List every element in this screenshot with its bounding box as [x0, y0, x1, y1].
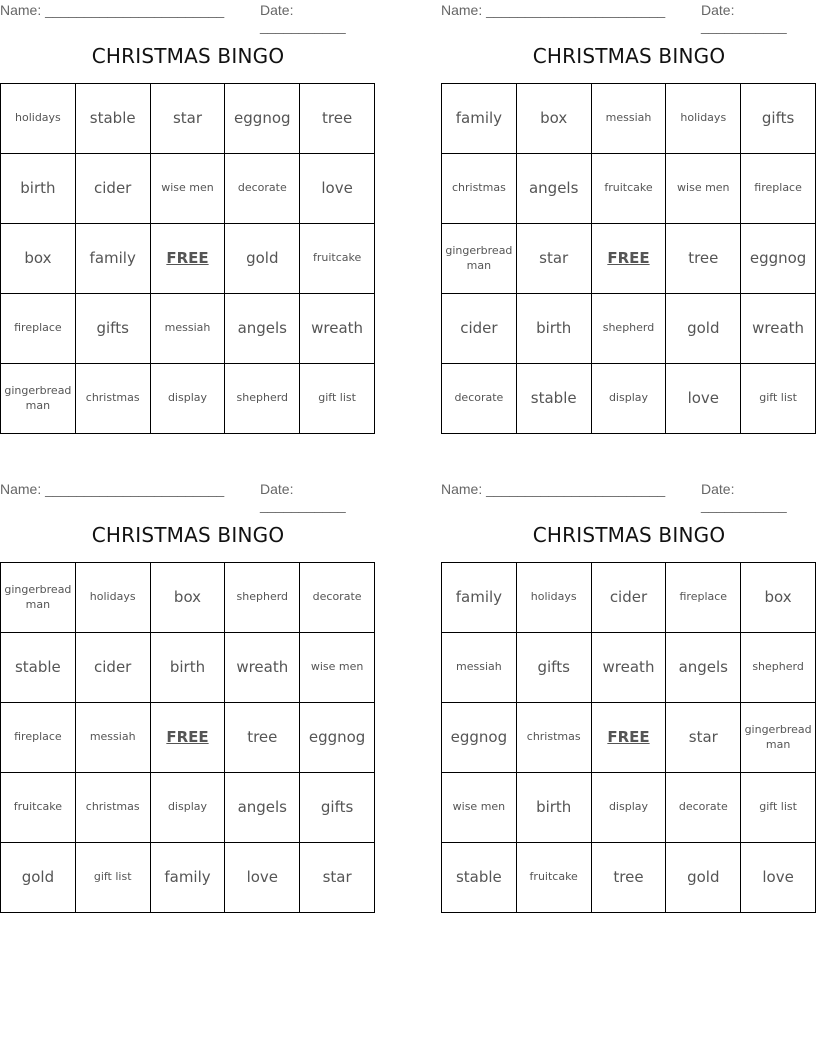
bingo-cell: wise men	[150, 154, 225, 224]
bingo-grid	[0, 83, 375, 434]
bingo-row	[442, 364, 816, 434]
bingo-row	[442, 773, 816, 843]
bingo-cell: wise men	[300, 633, 375, 703]
bingo-grid	[441, 562, 816, 913]
bingo-cell: family	[75, 224, 150, 294]
bingo-cell: box	[516, 84, 591, 154]
bingo-card-3	[0, 479, 376, 887]
name-field: Name: _______________________	[0, 481, 225, 497]
date-field: Date: ___________	[701, 2, 787, 34]
bingo-cell: eggnog	[741, 224, 816, 294]
card-header	[0, 479, 376, 513]
bingo-card-4	[441, 479, 816, 887]
bingo-cell: display	[150, 364, 225, 434]
bingo-cell: holidays	[75, 563, 150, 633]
bingo-cell: cider	[442, 294, 517, 364]
bingo-cell: box	[150, 563, 225, 633]
name-field: Name: _______________________	[441, 2, 666, 18]
bingo-row	[1, 563, 375, 633]
bingo-cell: christmas	[75, 364, 150, 434]
bingo-cell: eggnog	[225, 84, 300, 154]
date-field: Date: ___________	[701, 481, 787, 513]
bingo-cell: gold	[1, 843, 76, 913]
card-title: CHRISTMAS BINGO	[532, 44, 726, 68]
bingo-cell: gift list	[75, 843, 150, 913]
bingo-cell: decorate	[666, 773, 741, 843]
bingo-row	[1, 294, 375, 364]
bingo-cell: messiah	[591, 84, 666, 154]
bingo-cell: stable	[516, 364, 591, 434]
bingo-cell: gift list	[741, 364, 816, 434]
free-space-cell: FREE	[150, 224, 225, 294]
date-field: Date: ___________	[260, 2, 346, 34]
bingo-cell: birth	[516, 773, 591, 843]
bingo-cell: wise men	[666, 154, 741, 224]
bingo-row	[1, 703, 375, 773]
bingo-cell: messiah	[150, 294, 225, 364]
date-field: Date: ___________	[260, 481, 346, 513]
bingo-cell: star	[150, 84, 225, 154]
bingo-cell: fireplace	[1, 703, 76, 773]
bingo-cell: messiah	[442, 633, 517, 703]
bingo-cell: star	[300, 843, 375, 913]
bingo-cell: angels	[225, 294, 300, 364]
card-title: CHRISTMAS BINGO	[91, 523, 285, 547]
bingo-row	[442, 154, 816, 224]
bingo-row	[1, 224, 375, 294]
bingo-cell: stable	[442, 843, 517, 913]
bingo-cell: display	[591, 364, 666, 434]
bingo-cell: christmas	[516, 703, 591, 773]
bingo-cell: love	[225, 843, 300, 913]
bingo-cell: birth	[150, 633, 225, 703]
bingo-cell: christmas	[442, 154, 517, 224]
bingo-cell: wise men	[442, 773, 517, 843]
card-title: CHRISTMAS BINGO	[91, 44, 285, 68]
bingo-cell: decorate	[300, 563, 375, 633]
bingo-cell: family	[442, 84, 517, 154]
bingo-cell: tree	[666, 224, 741, 294]
bingo-cell: wreath	[591, 633, 666, 703]
bingo-cell: wreath	[225, 633, 300, 703]
bingo-cell: love	[666, 364, 741, 434]
bingo-cell: display	[150, 773, 225, 843]
bingo-cell: fruitcake	[516, 843, 591, 913]
bingo-row	[442, 294, 816, 364]
bingo-cell: cider	[591, 563, 666, 633]
bingo-cell: family	[442, 563, 517, 633]
bingo-row	[442, 633, 816, 703]
bingo-cell: angels	[225, 773, 300, 843]
bingo-cell: decorate	[442, 364, 517, 434]
bingo-cell: fireplace	[741, 154, 816, 224]
bingo-cell: birth	[1, 154, 76, 224]
bingo-cell: shepherd	[225, 364, 300, 434]
bingo-cell: fireplace	[666, 563, 741, 633]
bingo-cell: gift list	[741, 773, 816, 843]
bingo-cell: fruitcake	[591, 154, 666, 224]
bingo-row	[442, 843, 816, 913]
bingo-grid	[0, 562, 375, 913]
bingo-cell: gifts	[741, 84, 816, 154]
bingo-cell: love	[741, 843, 816, 913]
bingo-card-2	[441, 0, 816, 408]
card-header	[441, 0, 816, 34]
bingo-cell: messiah	[75, 703, 150, 773]
bingo-cell: gingerbread man	[1, 364, 76, 434]
card-title: CHRISTMAS BINGO	[532, 523, 726, 547]
bingo-row	[1, 84, 375, 154]
free-space-cell: FREE	[150, 703, 225, 773]
bingo-cell: wreath	[300, 294, 375, 364]
bingo-row	[1, 773, 375, 843]
card-header	[0, 0, 376, 34]
card-header	[441, 479, 816, 513]
bingo-cell: cider	[75, 633, 150, 703]
bingo-cell: stable	[1, 633, 76, 703]
bingo-row	[1, 843, 375, 913]
bingo-cell: display	[591, 773, 666, 843]
free-space-cell: FREE	[591, 703, 666, 773]
bingo-cell: holidays	[666, 84, 741, 154]
bingo-cell: gold	[666, 843, 741, 913]
bingo-cell: fruitcake	[1, 773, 76, 843]
bingo-cell: christmas	[75, 773, 150, 843]
bingo-row	[442, 224, 816, 294]
bingo-cell: fireplace	[1, 294, 76, 364]
bingo-cell: holidays	[1, 84, 76, 154]
bingo-cell: star	[516, 224, 591, 294]
bingo-cell: gifts	[75, 294, 150, 364]
bingo-cell: gold	[225, 224, 300, 294]
name-field: Name: _______________________	[0, 2, 225, 18]
bingo-cell: box	[741, 563, 816, 633]
bingo-row	[442, 703, 816, 773]
bingo-row	[1, 154, 375, 224]
bingo-cell: gifts	[516, 633, 591, 703]
bingo-cell: tree	[591, 843, 666, 913]
bingo-grid	[441, 83, 816, 434]
bingo-row	[1, 364, 375, 434]
bingo-cell: gold	[666, 294, 741, 364]
bingo-cell: shepherd	[225, 563, 300, 633]
bingo-cell: gingerbread man	[1, 563, 76, 633]
bingo-cell: cider	[75, 154, 150, 224]
bingo-row	[442, 84, 816, 154]
bingo-cell: gingerbread man	[442, 224, 517, 294]
bingo-cell: gingerbread man	[741, 703, 816, 773]
bingo-cell: tree	[300, 84, 375, 154]
bingo-cell: holidays	[516, 563, 591, 633]
bingo-cell: tree	[225, 703, 300, 773]
bingo-cell: wreath	[741, 294, 816, 364]
bingo-cell: eggnog	[300, 703, 375, 773]
bingo-cell: shepherd	[741, 633, 816, 703]
bingo-row	[1, 633, 375, 703]
bingo-cell: decorate	[225, 154, 300, 224]
bingo-cell: star	[666, 703, 741, 773]
name-field: Name: _______________________	[441, 481, 666, 497]
bingo-cell: family	[150, 843, 225, 913]
bingo-cell: shepherd	[591, 294, 666, 364]
bingo-cell: fruitcake	[300, 224, 375, 294]
bingo-cell: angels	[516, 154, 591, 224]
bingo-cell: gift list	[300, 364, 375, 434]
bingo-cell: love	[300, 154, 375, 224]
bingo-cell: stable	[75, 84, 150, 154]
bingo-cell: eggnog	[442, 703, 517, 773]
bingo-cell: birth	[516, 294, 591, 364]
bingo-cell: gifts	[300, 773, 375, 843]
free-space-cell: FREE	[591, 224, 666, 294]
bingo-row	[442, 563, 816, 633]
bingo-card-1	[0, 0, 376, 412]
bingo-cell: box	[1, 224, 76, 294]
bingo-cell: angels	[666, 633, 741, 703]
